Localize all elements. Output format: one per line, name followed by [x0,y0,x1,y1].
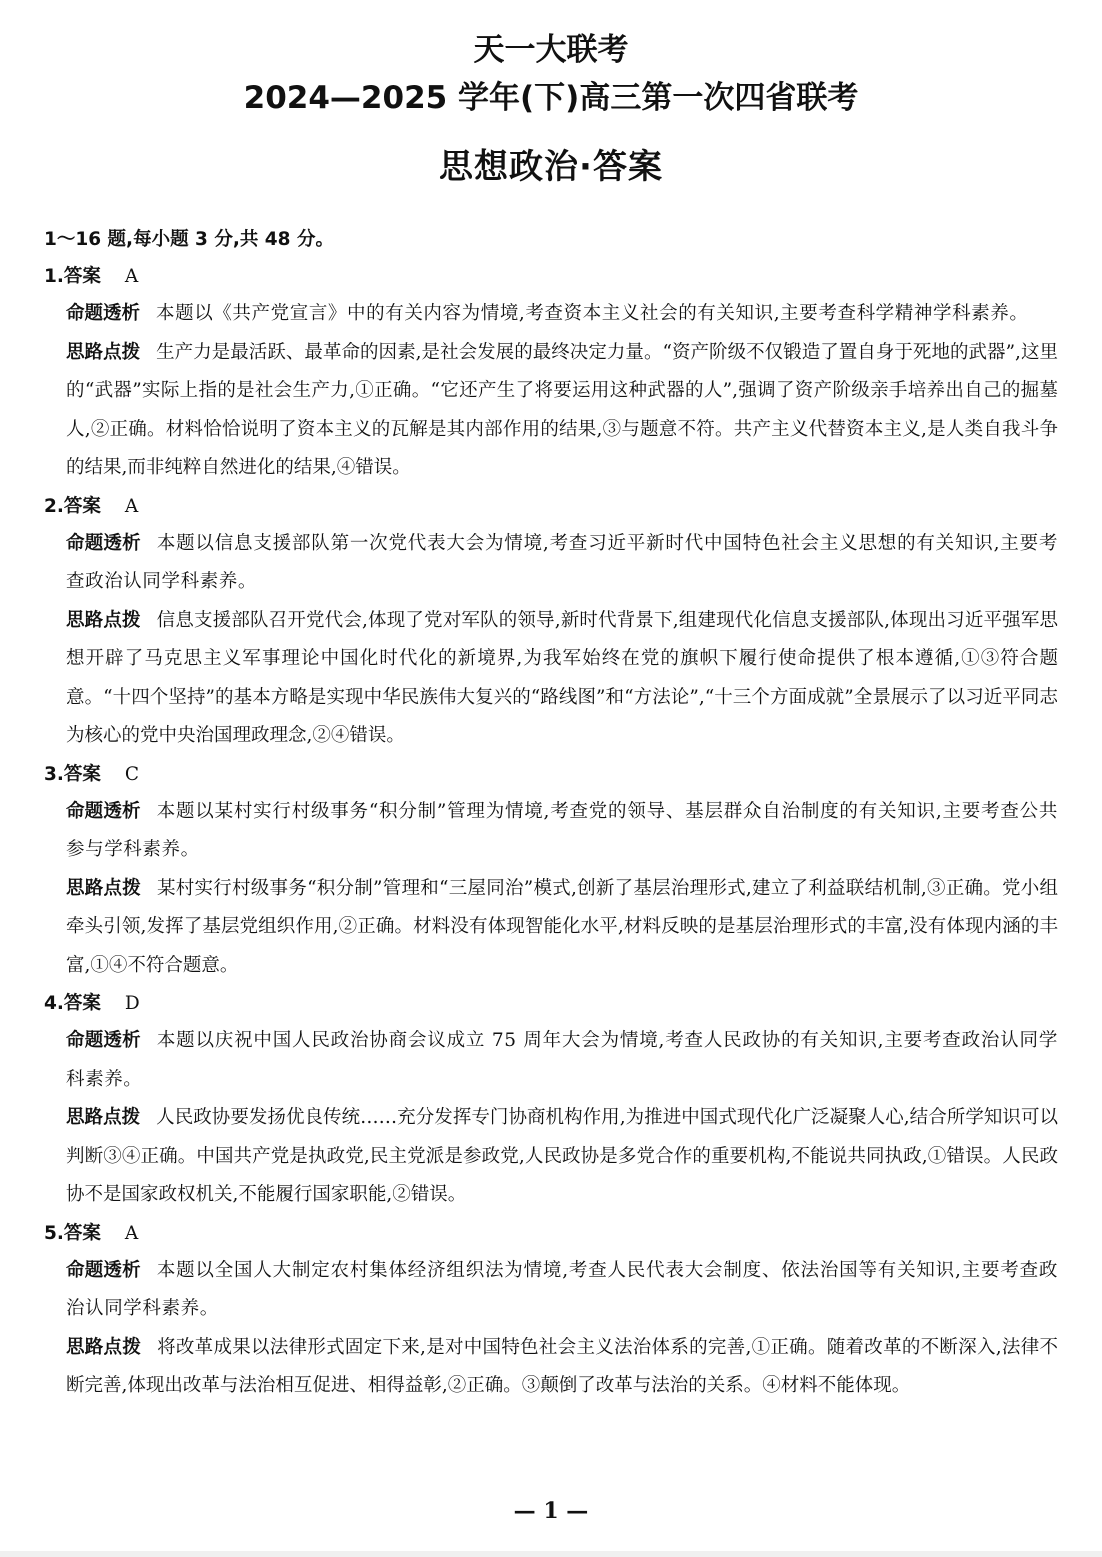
analysis-paragraph [44,793,1058,870]
answer-label: 答案 [63,763,101,785]
answer-value: A [124,495,139,517]
scoring-intro: 1～16 题,每小题 3 分,共 48 分。 [44,229,334,250]
analysis-paragraph [44,1022,1058,1099]
question-header [44,1215,1058,1252]
analysis-label: 命题透析 [66,800,141,822]
answer-value: D [124,993,140,1014]
approach-paragraph [44,870,1058,986]
analysis-label: 命题透析 [66,532,141,554]
question-item [44,1215,1058,1406]
question-number: 1. [44,266,64,287]
answer-label: 答案 [63,1222,101,1244]
approach-label: 思路点拨 [66,877,142,899]
analysis-paragraph [44,295,1058,334]
approach-label: 思路点拨 [66,341,141,363]
answer-value: A [124,1222,139,1244]
approach-paragraph [44,602,1058,756]
analysis-label: 命题透析 [66,303,141,324]
approach-paragraph [44,1099,1058,1215]
analysis-text: 本题以全国人大制定农村集体经济组织法为情境,考查人民代表大会制度、依法治国等有关知识,主要考查政治认同学科素养。 [66,1259,1058,1319]
answer-label: 答案 [63,993,101,1014]
approach-text: 人民政协要发扬优良传统……充分发挥专门协商机构作用,为推进中国式现代化广泛凝聚人心,结合所学知识可以判断③④正确。中国共产党是执政党,民主党派是参政党,人民政协是多党合作的重要机构,不能说共同执政,①错误。人民政协不是国家政权机关,不能履行国家职能,②错误。 [66,1107,1058,1205]
analysis-text: 本题以庆祝中国人民政治协商会议成立 75 周年大会为情境,考查人民政协的有关知识,主要考查政治认同学科素养。 [66,1030,1058,1090]
exam-organization-title: 天一大联考 [473,32,629,68]
approach-label: 思路点拨 [66,1336,142,1358]
page-number: — 1 — [513,1498,589,1524]
answer-value: A [124,266,139,287]
approach-text: 信息支援部队召开党代会,体现了党对军队的领导,新时代背景下,组建现代化信息支援部队,体现出习近平强军思想开辟了马克思主义军事理论中国化时代化的新境界,为我军始终在党的旗帜下履行使命提供了根本遵循,①③符合题意。“十四个坚持”的基本方略是实现中华民族伟大复兴的“路线图”和“方法论”,“十三个方面成就”全景展示了以习近平同志为核心的党中央治国理政理念,②④错误。 [66,609,1058,746]
analysis-text: 本题以信息支援部队第一次党代表大会为情境,考查习近平新时代中国特色社会主义思想的有关知识,主要考查政治认同学科素养。 [66,532,1058,592]
question-item [44,985,1058,1215]
analysis-text: 本题以某村实行村级事务“积分制”管理为情境,考查党的领导、基层群众自治制度的有关知识,主要考查公共参与学科素养。 [66,800,1058,860]
question-number: 3. [44,763,64,785]
question-item [44,756,1058,986]
question-item [44,258,1058,488]
answer-label: 答案 [63,266,101,287]
approach-paragraph [44,1329,1058,1406]
subject-title: 思想政治·答案 [439,147,663,187]
page-bottom-edge [0,1551,1102,1557]
question-number: 2. [44,495,64,517]
answer-value: C [124,763,140,785]
analysis-paragraph [44,525,1058,602]
analysis-paragraph [44,1252,1058,1329]
approach-label: 思路点拨 [66,1107,141,1128]
approach-text: 生产力是最活跃、最革命的因素,是社会发展的最终决定力量。“资产阶级不仅锻造了置自身于死地的武器”,这里的“武器”实际上指的是社会生产力,①正确。“它还产生了将要运用这种武器的人”,强调了资产阶级亲手培养出自己的掘墓人,②正确。材料恰恰说明了资本主义的瓦解是其内部作用的结果,③与题意不符。共产主义代替资本主义,是人类自我斗争的结果,而非纯粹自然进化的结果,④错误。 [66,341,1058,478]
analysis-label: 命题透析 [66,1259,141,1281]
question-header [44,488,1058,525]
answer-content [44,222,1058,1406]
question-header [44,756,1058,793]
analysis-label: 命题透析 [66,1030,141,1051]
approach-paragraph [44,334,1058,488]
question-header [44,258,1058,295]
approach-text: 某村实行村级事务“积分制”管理和“三屋同治”模式,创新了基层治理形式,建立了利益联结机制,③正确。党小组牵头引领,发挥了基层党组织作用,②正确。材料没有体现智能化水平,材料反映的是基层治理形式的丰富,没有体现内涵的丰富,①④不符合题意。 [66,877,1058,976]
analysis-text: 本题以《共产党宣言》中的有关内容为情境,考查资本主义社会的有关知识,主要考查科学精神学科素养。 [156,303,1029,324]
answer-label: 答案 [63,495,101,517]
question-header [44,985,1058,1022]
approach-text: 将改革成果以法律形式固定下来,是对中国特色社会主义法治体系的完善,①正确。随着改革的不断深入,法律不断完善,体现出改革与法治相互促进、相得益彰,②正确。③颠倒了改革与法治的关系。④材料不能体现。 [66,1336,1058,1396]
approach-label: 思路点拨 [66,609,141,631]
question-number: 5. [44,1222,64,1244]
question-number: 4. [44,993,64,1014]
exam-name-title: 2024—2025 学年(下)高三第一次四省联考 [243,80,859,116]
question-item [44,488,1058,756]
